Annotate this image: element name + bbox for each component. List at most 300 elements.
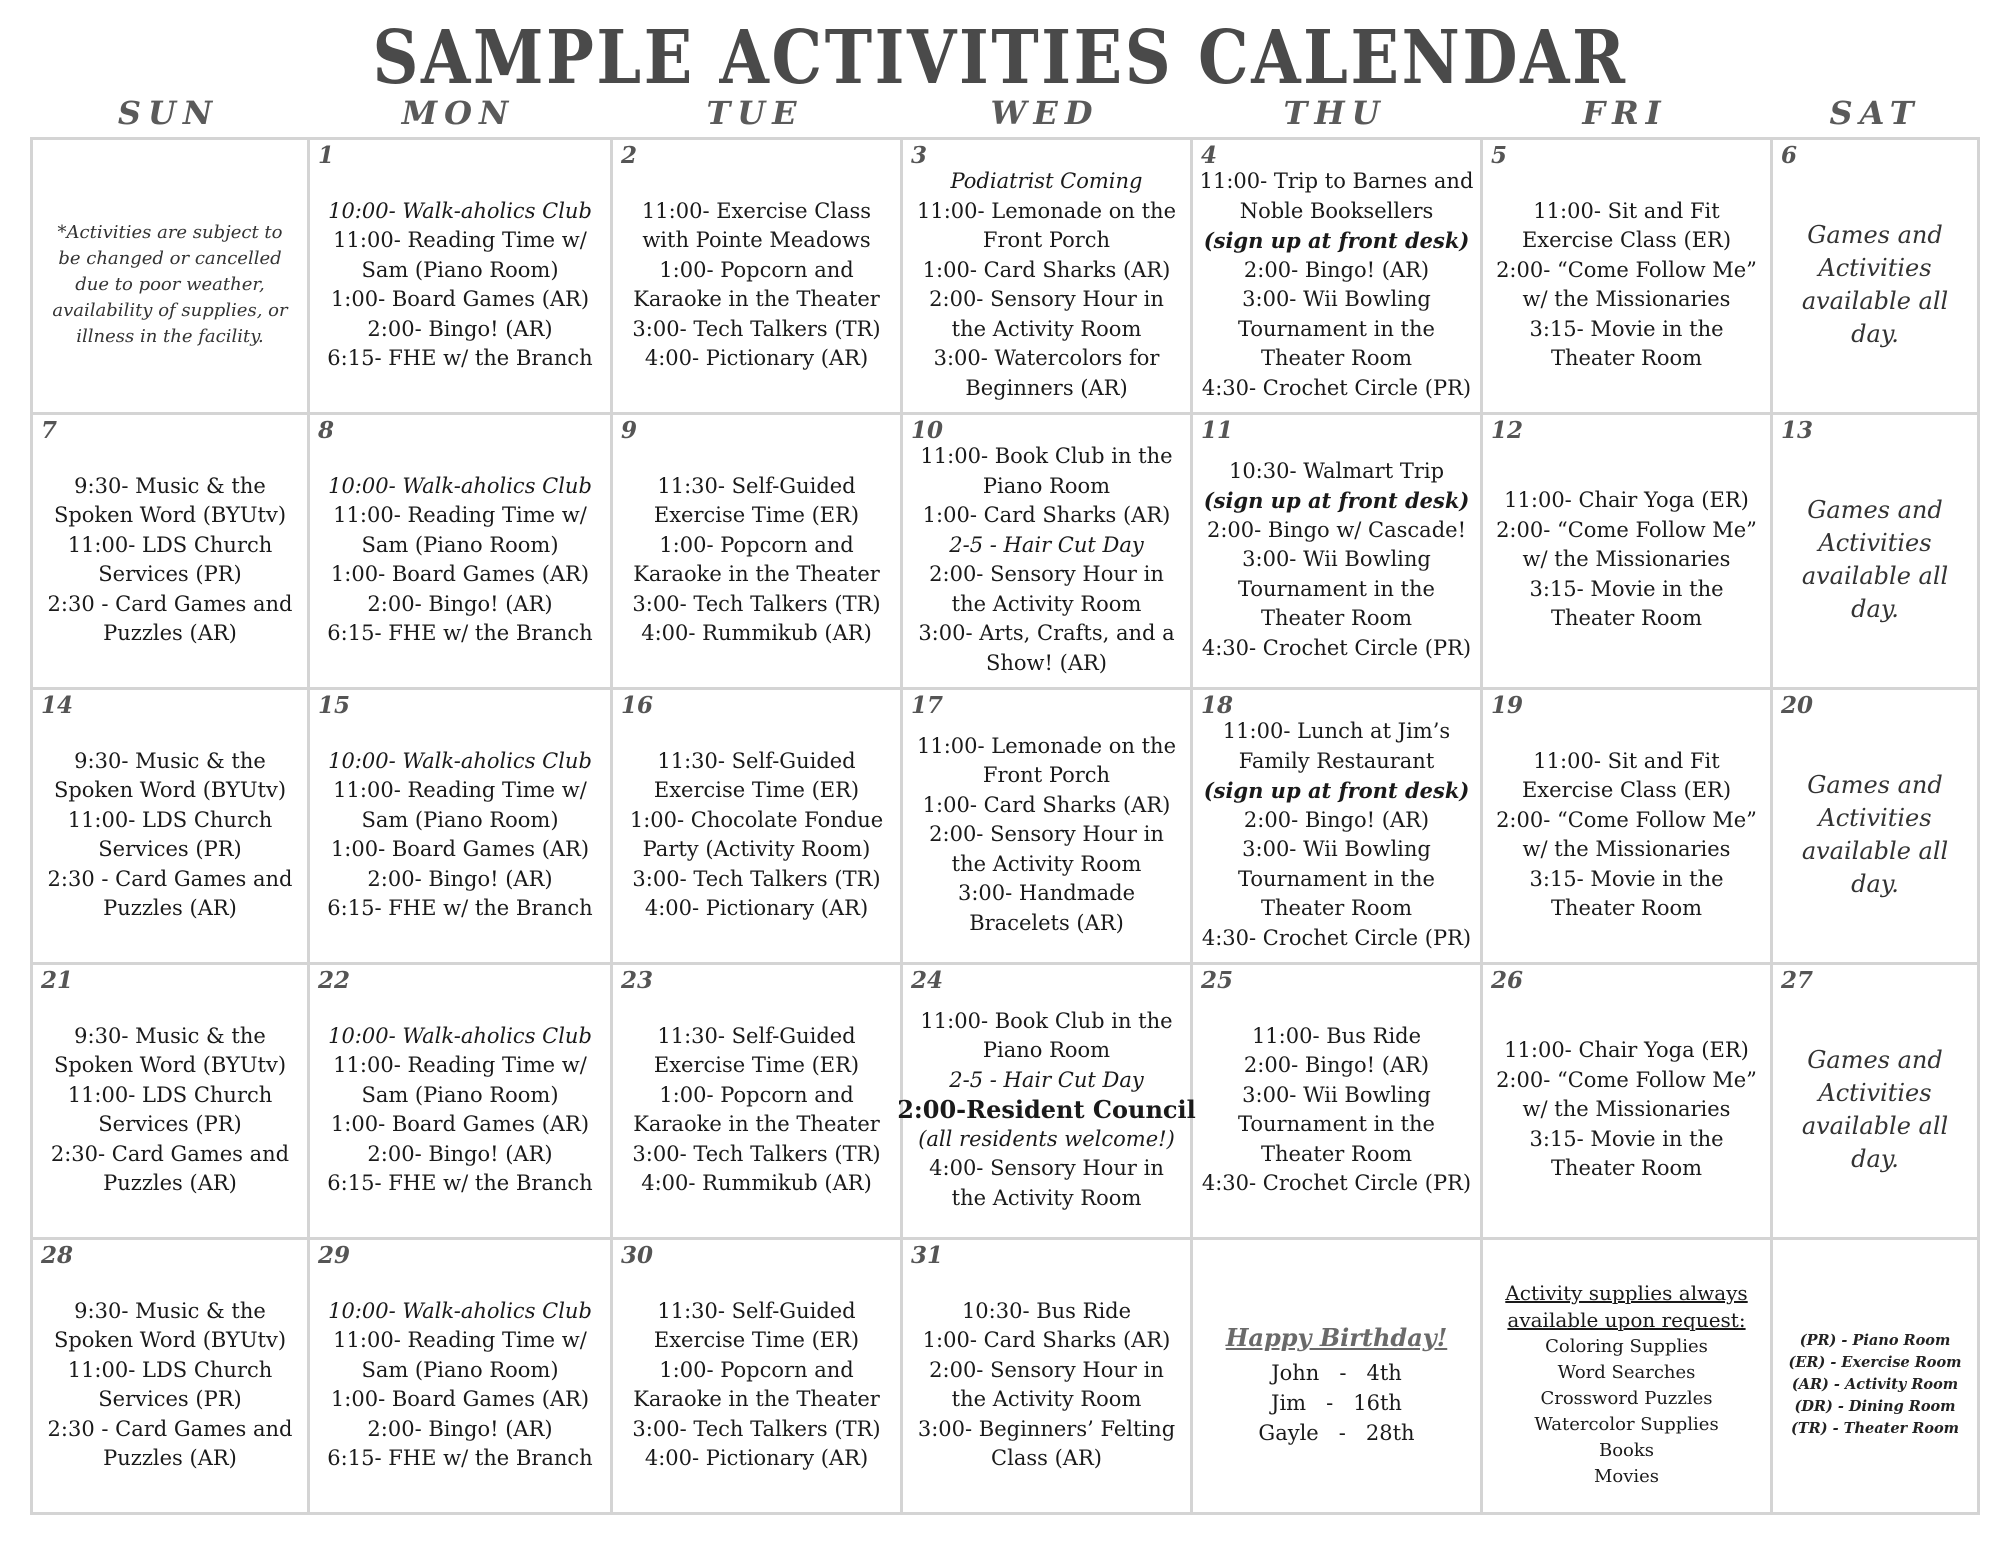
dow-wed: WED: [990, 94, 1100, 132]
activity-line: 2:00- Sensory Hour in: [929, 1357, 1164, 1382]
activity-line: Sam (Piano Room): [361, 1082, 559, 1107]
activity-line: Karaoke in the Theater: [633, 1387, 880, 1411]
day-cell: [613, 415, 903, 690]
day-content: [1483, 1240, 1770, 1512]
day-content: [33, 140, 307, 412]
dow-sun: SUN: [117, 94, 220, 132]
day-content: [1193, 690, 1480, 962]
saturday-note-line: available all: [1801, 837, 1949, 865]
activity-line: Karaoke in the Theater: [633, 287, 880, 311]
activity-line: Sam (Piano Room): [361, 807, 559, 832]
room-legend-item: (ER) - Exercise Room: [1788, 1354, 1962, 1371]
day-content: [1483, 965, 1770, 1237]
day-number: 13: [1781, 417, 1814, 444]
supplies-title: Activity supplies always: [1505, 1281, 1748, 1305]
activity-line: 2-5 - Hair Cut Day: [949, 532, 1144, 557]
activity-line: 4:30- Crochet Circle (PR): [1201, 375, 1472, 400]
day-number: 7: [41, 417, 58, 444]
activity-line: 3:00- Wii Bowling: [1242, 1082, 1431, 1107]
activity-line: Show! (AR): [985, 650, 1107, 675]
activity-line: 4:00- Sensory Hour in: [929, 1156, 1164, 1181]
day-content: [310, 415, 610, 687]
birthday-entry: Gayle - 28th: [1258, 1420, 1415, 1445]
birthday-title: Happy Birthday!: [1225, 1322, 1448, 1352]
activity-line: 10:00- Walk-aholics Club: [328, 473, 592, 498]
activity-line: 2:00- Bingo! (AR): [1243, 1053, 1430, 1077]
activity-line: Theater Room: [1260, 346, 1413, 370]
activity-line: 11:00- Chair Yoga (ER): [1504, 1038, 1749, 1063]
day-number: 5: [1491, 142, 1508, 169]
activity-line: the Activity Room: [951, 1185, 1142, 1210]
dow-tue: TUE: [706, 94, 804, 132]
day-number: 28: [41, 1242, 74, 1269]
activity-line: Piano Room: [982, 473, 1111, 498]
saturday-note-line: available all: [1801, 287, 1949, 315]
day-content: [1483, 140, 1770, 412]
activity-line: 1:00- Board Games (AR): [330, 287, 590, 311]
activity-line: Sam (Piano Room): [361, 532, 559, 557]
activity-line: 6:15- FHE w/ the Branch: [327, 621, 593, 645]
activity-line: Beginners (AR): [965, 375, 1128, 400]
activity-line: Theater Room: [1550, 896, 1703, 920]
activity-line: Exercise Class (ER): [1521, 778, 1732, 802]
day-cell: [310, 965, 613, 1240]
activity-line: Theater Room: [1550, 606, 1703, 631]
activity-line: 6:15- FHE w/ the Branch: [327, 346, 593, 370]
activity-line: 4:00- Pictionary (AR): [644, 896, 869, 920]
activity-line: 6:15- FHE w/ the Branch: [327, 1446, 593, 1470]
day-number: 25: [1201, 967, 1234, 994]
activity-line: Karaoke in the Theater: [633, 562, 880, 586]
activity-line: 11:00- Reading Time w/: [333, 778, 587, 802]
activity-line: Spoken Word (BYUtv): [53, 1053, 287, 1077]
activity-line: 2:00- Bingo! (AR): [1243, 807, 1430, 832]
saturday-note-line: Activities: [1818, 804, 1932, 832]
dow-mon: MON: [401, 94, 516, 132]
activity-line: w/ the Missionaries: [1522, 547, 1731, 572]
activity-line: Party (Activity Room): [642, 837, 871, 861]
activity-line: 11:00- Reading Time w/: [333, 503, 587, 527]
activity-line: Theater Room: [1260, 606, 1413, 631]
activity-line: 2:00- Bingo! (AR): [367, 866, 553, 891]
activity-line: 2:30 - Card Games and: [47, 591, 293, 616]
activity-line: 3:00- Handmade: [957, 881, 1136, 906]
activity-line: 11:00- Exercise Class: [641, 198, 872, 223]
saturday-note-line: day.: [1851, 320, 1899, 348]
activity-line: 1:00- Board Games (AR): [330, 562, 590, 586]
activity-line: 2:30 - Card Games and: [47, 1416, 293, 1441]
activity-line: 3:00- Wii Bowling: [1242, 837, 1431, 861]
day-content: [1193, 415, 1480, 687]
activity-line: 11:00- LDS Church: [67, 1357, 273, 1382]
activity-line: Front Porch: [982, 763, 1111, 788]
activity-line: 2:00- Sensory Hour in: [929, 822, 1164, 847]
activity-line: Puzzles (AR): [103, 896, 237, 920]
activity-line: Services (PR): [98, 837, 242, 861]
saturday-note-line: Activities: [1818, 1079, 1932, 1107]
activity-line: Tournament in the: [1238, 866, 1435, 891]
day-cell: [310, 140, 613, 415]
activity-line: 1:00- Board Games (AR): [330, 837, 590, 861]
supply-item: Movies: [1593, 1466, 1660, 1487]
activity-line: Bracelets (AR): [969, 910, 1124, 935]
activity-line: 1:00- Card Sharks (AR): [922, 257, 1171, 282]
activity-line: 11:00- Lunch at Jim’s: [1222, 719, 1451, 743]
activity-line: 2:00- “Come Follow Me”: [1496, 1067, 1757, 1092]
birthday-entry: John - 4th: [1271, 1360, 1402, 1385]
disclaimer-line: illness in the facility.: [76, 326, 264, 347]
activity-line: 10:30- Bus Ride: [961, 1298, 1132, 1323]
activity-line: 1:00- Board Games (AR): [330, 1112, 590, 1136]
dow-thu: THU: [1283, 94, 1387, 132]
activity-line: 10:00- Walk-aholics Club: [328, 1298, 592, 1323]
day-number: 31: [911, 1242, 944, 1269]
day-number: 24: [911, 967, 944, 994]
day-number: 1: [318, 142, 335, 169]
activity-line: 3:00- Tech Talkers (TR): [632, 1141, 881, 1166]
day-content: [1193, 1240, 1480, 1512]
activity-line: 2:00- Bingo! (AR): [367, 1141, 553, 1166]
page-title: SAMPLE ACTIVITIES CALENDAR: [372, 15, 1628, 101]
day-cell: [33, 965, 310, 1240]
activity-line: Tournament in the: [1238, 316, 1435, 341]
activity-line: 3:15- Movie in the: [1529, 576, 1724, 601]
day-content: [310, 965, 610, 1237]
day-content: [1483, 415, 1770, 687]
day-cell: [1773, 1240, 1977, 1512]
activity-line: 11:30- Self-Guided: [657, 473, 856, 498]
day-cell: [1773, 140, 1977, 415]
day-content: [310, 1240, 610, 1512]
day-number: 10: [911, 417, 944, 444]
activity-line: 3:00- Wii Bowling: [1242, 547, 1431, 572]
supplies-title: available upon request:: [1507, 1308, 1746, 1332]
activity-line: 11:30- Self-Guided: [657, 748, 856, 773]
activity-line: 3:00- Beginners’ Felting: [917, 1416, 1176, 1441]
day-content: [613, 1240, 900, 1512]
activity-line: 11:00- Bus Ride: [1251, 1023, 1422, 1048]
activity-line: Services (PR): [98, 562, 242, 586]
activity-line: 10:00- Walk-aholics Club: [328, 1023, 592, 1048]
day-content: [613, 140, 900, 412]
activity-line: Sam (Piano Room): [361, 1357, 559, 1382]
activity-line: 11:00- Book Club in the: [920, 444, 1173, 468]
activity-line: Puzzles (AR): [103, 1171, 237, 1195]
activity-line: 2:00-Resident Council: [897, 1095, 1196, 1125]
activity-line: 2:00- Bingo! (AR): [367, 1416, 553, 1441]
supply-item: Books: [1598, 1440, 1655, 1461]
day-content: [1773, 690, 1977, 962]
day-number: 20: [1781, 692, 1814, 719]
day-number: 26: [1491, 967, 1524, 994]
activity-line: (sign up at front desk): [1203, 228, 1470, 253]
activity-line: Exercise Time (ER): [653, 778, 860, 802]
activity-line: 11:00- LDS Church: [67, 807, 273, 832]
activity-line: 1:00- Board Games (AR): [330, 1387, 590, 1411]
day-content: [310, 690, 610, 962]
day-number: 11: [1201, 417, 1234, 444]
activity-line: w/ the Missionaries: [1522, 287, 1731, 311]
disclaimer-line: be changed or cancelled: [58, 248, 282, 269]
activity-line: 3:00- Tech Talkers (TR): [632, 1416, 881, 1441]
activity-line: Spoken Word (BYUtv): [53, 503, 287, 527]
activity-line: Exercise Class (ER): [1521, 228, 1732, 252]
activity-line: 2:30 - Card Games and: [47, 866, 293, 891]
room-legend-item: (AR) - Activity Room: [1791, 1376, 1959, 1393]
activity-line: 1:00- Card Sharks (AR): [922, 503, 1171, 527]
day-number: 27: [1781, 967, 1814, 994]
saturday-note-line: Activities: [1818, 254, 1932, 282]
activity-line: 1:00- Popcorn and: [659, 257, 854, 282]
activity-line: Spoken Word (BYUtv): [53, 778, 287, 802]
activity-line: Services (PR): [98, 1387, 242, 1411]
day-number: 14: [41, 692, 74, 719]
day-cell: [897, 965, 1196, 1240]
day-content: [1773, 1240, 1977, 1512]
activity-line: Tournament in the: [1238, 576, 1435, 601]
day-number: 8: [318, 417, 335, 444]
activity-line: 1:00- Popcorn and: [659, 1357, 854, 1382]
activity-line: 11:00- Sit and Fit: [1533, 748, 1720, 773]
saturday-note-line: Games and: [1807, 496, 1943, 524]
day-cell: [1193, 1240, 1483, 1512]
day-cell: [903, 415, 1193, 690]
day-content: [613, 690, 900, 962]
activity-line: 3:00- Tech Talkers (TR): [632, 316, 881, 341]
activity-line: 3:00- Wii Bowling: [1242, 287, 1431, 311]
birthday-entry: Jim - 16th: [1271, 1390, 1402, 1415]
saturday-note-line: Games and: [1807, 771, 1943, 799]
day-cell: [1483, 415, 1773, 690]
day-content: [1193, 140, 1480, 412]
activity-line: Services (PR): [98, 1112, 242, 1136]
day-cell: [1193, 415, 1483, 690]
activity-line: Front Porch: [982, 228, 1111, 252]
activity-line: w/ the Missionaries: [1522, 1097, 1731, 1122]
day-content: [613, 415, 900, 687]
activity-line: Noble Booksellers: [1239, 198, 1434, 223]
activity-line: 11:00- Lemonade on the: [916, 198, 1177, 223]
day-cell: [903, 1240, 1193, 1512]
saturday-note-line: available all: [1801, 1112, 1949, 1140]
activity-line: w/ the Missionaries: [1522, 837, 1731, 861]
day-content: [903, 1240, 1190, 1512]
activity-line: 11:30- Self-Guided: [657, 1298, 856, 1323]
activity-line: Piano Room: [982, 1038, 1111, 1063]
day-cell: [1773, 965, 1977, 1240]
activity-line: 11:00- Trip to Barnes and: [1199, 169, 1474, 193]
activity-line: 11:30- Self-Guided: [657, 1023, 856, 1048]
day-cell: [33, 690, 310, 965]
activity-line: 6:15- FHE w/ the Branch: [327, 1171, 593, 1195]
activity-line: 11:00- Reading Time w/: [333, 228, 587, 252]
saturday-note-line: day.: [1851, 1145, 1899, 1173]
calendar-grid: [30, 137, 1980, 1515]
day-cell: [1193, 140, 1483, 415]
day-number: 16: [621, 692, 654, 719]
dow-sat: SAT: [1829, 94, 1921, 132]
activity-line: 2-5 - Hair Cut Day: [949, 1067, 1144, 1092]
day-cell: [33, 1240, 310, 1512]
day-cell: [310, 1240, 613, 1512]
saturday-note-line: Games and: [1807, 221, 1943, 249]
room-legend-item: (TR) - Theater Room: [1791, 1420, 1959, 1437]
day-cell: [310, 415, 613, 690]
activity-line: 2:00- Bingo! (AR): [367, 591, 553, 616]
day-cell: [33, 415, 310, 690]
day-cell: [613, 140, 903, 415]
day-content: [33, 965, 307, 1237]
supply-item: Word Searches: [1557, 1362, 1696, 1383]
day-cell: [1193, 690, 1483, 965]
room-legend-item: (PR) - Piano Room: [1799, 1332, 1951, 1349]
activity-line: 2:00- Sensory Hour in: [929, 287, 1164, 311]
activity-line: 4:30- Crochet Circle (PR): [1201, 925, 1472, 950]
activity-line: 4:30- Crochet Circle (PR): [1201, 1171, 1472, 1195]
disclaimer-line: due to poor weather,: [75, 274, 265, 295]
day-cell: [613, 690, 903, 965]
activity-line: 11:00- Reading Time w/: [333, 1328, 587, 1352]
activity-line: Tournament in the: [1238, 1112, 1435, 1136]
activity-line: (sign up at front desk): [1203, 488, 1470, 514]
activity-line: 11:00- LDS Church: [67, 532, 273, 557]
day-content: [1773, 415, 1977, 687]
activity-line: 2:00- “Come Follow Me”: [1496, 257, 1757, 282]
activity-line: 2:00- Bingo! (AR): [1243, 257, 1430, 282]
day-number: 15: [318, 692, 351, 719]
activity-line: 2:00- Bingo! (AR): [367, 316, 553, 341]
day-number: 2: [621, 142, 638, 169]
activity-line: 2:00- Sensory Hour in: [929, 562, 1164, 586]
day-number: 29: [318, 1242, 351, 1269]
activity-line: 6:15- FHE w/ the Branch: [327, 896, 593, 920]
supply-item: Watercolor Supplies: [1534, 1414, 1719, 1435]
activity-line: 11:00- LDS Church: [67, 1082, 273, 1107]
day-cell: [903, 690, 1193, 965]
saturday-note-line: available all: [1801, 562, 1949, 590]
saturday-note-line: day.: [1851, 870, 1899, 898]
activity-line: 1:00- Popcorn and: [659, 532, 854, 557]
day-number: 23: [621, 967, 654, 994]
day-number: 30: [621, 1242, 654, 1269]
activity-line: 3:00- Tech Talkers (TR): [632, 866, 881, 891]
day-content: [33, 1240, 307, 1512]
day-number: 21: [41, 967, 74, 994]
day-content: [1773, 965, 1977, 1237]
activity-line: Theater Room: [1260, 1141, 1413, 1166]
activity-line: Family Restaurant: [1238, 748, 1435, 773]
activity-line: 3:00- Watercolors for: [933, 346, 1160, 370]
activity-line: 2:00- “Come Follow Me”: [1496, 517, 1757, 542]
activity-line: Class (AR): [991, 1446, 1102, 1470]
day-cell: [1483, 690, 1773, 965]
day-cell: [1483, 1240, 1773, 1512]
activity-line: Puzzles (AR): [103, 1446, 237, 1470]
activity-line: Spoken Word (BYUtv): [53, 1328, 287, 1352]
activity-line: 3:00- Tech Talkers (TR): [632, 591, 881, 616]
disclaimer-line: availability of supplies, or: [52, 300, 288, 321]
activity-line: Exercise Time (ER): [653, 503, 860, 527]
day-cell: [1773, 690, 1977, 965]
activity-line: Sam (Piano Room): [361, 257, 559, 282]
activity-line: Theater Room: [1550, 346, 1703, 370]
day-content: [1773, 140, 1977, 412]
activity-line: 2:30- Card Games and: [50, 1141, 290, 1166]
supply-item: Crossword Puzzles: [1540, 1388, 1713, 1409]
day-content: [903, 415, 1190, 687]
day-cell: [33, 140, 310, 415]
saturday-note-line: Activities: [1818, 529, 1932, 557]
disclaimer-line: *Activities are subject to: [57, 222, 283, 243]
activity-line: 10:00- Walk-aholics Club: [328, 748, 592, 773]
day-number: 3: [911, 142, 928, 169]
activity-line: 9:30- Music & the: [74, 473, 266, 498]
day-content: [33, 415, 307, 687]
day-content: [310, 140, 610, 412]
saturday-note-line: day.: [1851, 595, 1899, 623]
activity-line: 10:00- Walk-aholics Club: [328, 198, 592, 223]
activity-line: Theater Room: [1260, 896, 1413, 920]
day-content: [33, 690, 307, 962]
activity-line: 1:00- Popcorn and: [659, 1082, 854, 1107]
activity-line: 4:00- Pictionary (AR): [644, 1446, 869, 1470]
activity-line: 3:00- Arts, Crafts, and a: [918, 621, 1175, 645]
day-cell: [1483, 965, 1773, 1240]
activity-line: Theater Room: [1550, 1156, 1703, 1181]
activity-line: 4:30- Crochet Circle (PR): [1201, 635, 1472, 660]
activity-line: 4:00- Rummikub (AR): [641, 621, 872, 645]
activity-line: 2:00- “Come Follow Me”: [1496, 807, 1757, 832]
saturday-note-line: Games and: [1807, 1046, 1943, 1074]
activity-line: 11:00- Book Club in the: [920, 1008, 1173, 1033]
activity-line: Exercise Time (ER): [653, 1328, 860, 1352]
activity-line: 11:00- Chair Yoga (ER): [1504, 488, 1749, 513]
day-cell: [613, 965, 903, 1240]
day-content: [613, 965, 900, 1237]
activity-line: Karaoke in the Theater: [633, 1112, 880, 1136]
day-number: 6: [1781, 142, 1798, 169]
activity-line: the Activity Room: [951, 316, 1142, 341]
activity-line: 3:15- Movie in the: [1529, 866, 1724, 891]
day-cell: [1193, 965, 1483, 1240]
activity-line: the Activity Room: [951, 591, 1142, 616]
day-of-week-header: [30, 90, 1980, 136]
activity-line: 1:00- Chocolate Fondue: [629, 807, 884, 832]
activity-line: Podiatrist Coming: [950, 169, 1143, 193]
day-cell: [1483, 140, 1773, 415]
activity-line: 3:15- Movie in the: [1529, 1126, 1724, 1151]
activity-line: 2:00- Bingo w/ Cascade!: [1206, 517, 1467, 542]
activity-line: 3:15- Movie in the: [1529, 316, 1724, 341]
day-cell: [310, 690, 613, 965]
activity-line: 4:00- Rummikub (AR): [641, 1171, 872, 1195]
room-legend-item: (DR) - Dining Room: [1794, 1398, 1956, 1415]
day-number: 12: [1491, 417, 1524, 444]
activity-line: 9:30- Music & the: [74, 748, 266, 773]
activity-line: Puzzles (AR): [103, 621, 237, 645]
day-number: 9: [621, 417, 638, 444]
activity-line: Exercise Time (ER): [653, 1053, 860, 1077]
day-cell: [903, 140, 1193, 415]
activity-line: the Activity Room: [951, 851, 1142, 876]
activity-line: 9:30- Music & the: [74, 1298, 266, 1323]
activity-line: with Pointe Meadows: [642, 228, 871, 252]
activity-line: (sign up at front desk): [1203, 778, 1470, 803]
supply-item: Coloring Supplies: [1545, 1336, 1708, 1357]
activity-line: 1:00- Card Sharks (AR): [922, 792, 1171, 817]
day-content: [1483, 690, 1770, 962]
activity-line: 11:00- Lemonade on the: [916, 733, 1177, 758]
